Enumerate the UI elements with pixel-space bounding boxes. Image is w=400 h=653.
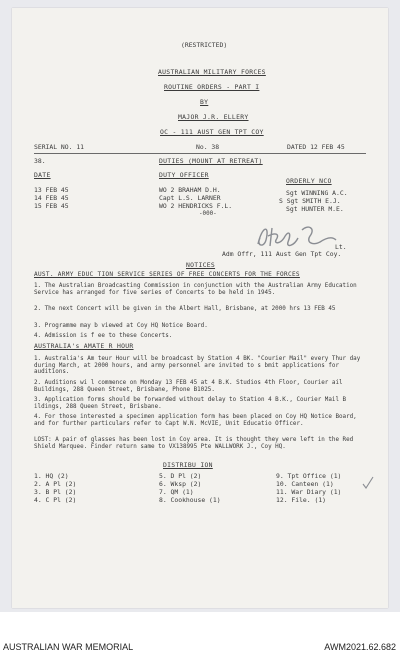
distribution-item: 2. A Pl (2) [34, 480, 77, 488]
distribution-item: 1. HQ (2) [34, 472, 69, 480]
notice-paragraph: 3. Programme may b viewed at Coy HQ Notice Board. [34, 323, 208, 329]
orderly-nco: Sgt HUNTER M.E. [286, 205, 344, 213]
duty-date: 14 FEB 45 [34, 194, 69, 202]
notice-paragraph: 3. Application forms should be forwarded without delay to Station 4 B.K., Courier Mail B ildings, 288 Queen Street, Brisbane. [34, 397, 347, 410]
handwritten-signature [250, 220, 345, 252]
distribution-item: 7. QM (1) [159, 488, 194, 496]
duty-officer: WO 2 HENDRICKS F.L. [159, 202, 233, 210]
notice-paragraph: 2. Auditions wi l commence on Monday 13 FEB 45 at 4 B.K. Studios 4th Floor, Courier ail Buildings, 288 Queen Street, Brisbane, Phone B1025. [34, 380, 343, 393]
duties-number: 38. [34, 157, 46, 165]
duty-officer: WO 2 BRAHAM D.H. [159, 186, 221, 194]
distribution-item: 10. Canteen (1) [276, 480, 334, 488]
notice-paragraph: 4. Admission is f ee to these Concerts. [34, 333, 173, 339]
orderly-nco: S Sgt SMITH E.J. [279, 197, 341, 205]
institution-label: AUSTRALIAN WAR MEMORIAL [3, 642, 134, 652]
serial-number: SERIAL NO. 11 [34, 143, 85, 151]
duty-officer-header: DUTY OFFICER [159, 171, 209, 179]
distribution-item: 5. D Pl (2) [159, 472, 202, 480]
distribution-item: 4. C Pl (2) [34, 496, 77, 504]
unit-name: OC - 111 AUST GEN TPT COY [160, 128, 264, 136]
restricted-marking: (RESTRICTED) [181, 41, 228, 49]
amateur-hour-title: AUSTRALIA's AMATE R HOUR [34, 342, 134, 350]
accession-number: AWM2021.62.682 [324, 642, 396, 652]
notice-paragraph: 2. The next Concert will be given in the Albert Hall, Brisbane, at 2000 hrs 13 FEB 45 [34, 306, 336, 312]
date-header: DATE [34, 171, 51, 179]
archive-footer [0, 612, 400, 653]
duty-officer: Capt L.S. LARNER [159, 194, 221, 202]
signatory-title: Adm Offr, 111 Aust Gen Tpt Coy. [222, 250, 342, 258]
header-rule [34, 153, 366, 154]
order-number: No. 38 [196, 143, 220, 151]
distribution-item: 11. War Diary (1) [276, 488, 342, 496]
aes-concerts-title: AUST. ARMY EDUC TION SERVICE SERIES OF FREE CONCERTS FOR THE FORCES [34, 271, 300, 278]
by-line: BY [200, 98, 209, 106]
notice-paragraph: 1. The Australian Broadcasting Commission in conjunction with the Australian Army Education Service has arranged for five series of Concerts to be held in 1945. [34, 283, 357, 296]
orderly-nco-header: ORDERLY NCO [286, 177, 332, 185]
tick-mark [362, 476, 374, 490]
signatory-rank: Lt. [335, 243, 347, 251]
orders-title: ROUTINE ORDERS - PART I [164, 83, 260, 91]
lost-notice: LOST: A pair of glasses has been lost in Coy area. It is thought they were left in the Red Shield Marquee. Finder return same to VX138995 Pte WALLWORK J., Coy HQ. [34, 437, 354, 450]
distribution-item: 8. Cookhouse (1) [159, 496, 221, 504]
distribution-item: 3. B Pl (2) [34, 488, 77, 496]
notice-paragraph: 1. Australia's Am teur Hour will be broadcast by Station 4 BK. "Courier Mail" every Thur day during March, at 2000 hours, and army personnel are invited to s bmit applications for auditions. [34, 356, 361, 376]
notices-title: NOTICES [186, 261, 216, 269]
duty-date: 15 FEB 45 [34, 202, 69, 210]
orderly-nco: Sgt WINNING A.C. [286, 189, 348, 197]
commanding-officer: MAJOR J.R. ELLERY [178, 113, 249, 121]
order-date: DATED 12 FEB 45 [287, 143, 345, 151]
distribution-item: 12. File. (1) [276, 496, 327, 504]
duty-date: 13 FEB 45 [34, 186, 69, 194]
distribution-item: 9. Tpt Office (1) [276, 472, 342, 480]
section-divider: -000- [199, 211, 217, 217]
distribution-title: DISTRIBU ION [163, 461, 213, 469]
duties-title: DUTIES (MOUNT AT RETREAT) [159, 157, 263, 165]
force-title: AUSTRALIAN MILITARY FORCES [158, 68, 266, 76]
notice-paragraph: 4. For those interested a specimen application form has been placed on Coy HQ Notice Board, and for further particulars refer to Capt W.N. McVIE, Unit Educatio Officer. [34, 414, 357, 427]
distribution-item: 6. Wksp (2) [159, 480, 202, 488]
